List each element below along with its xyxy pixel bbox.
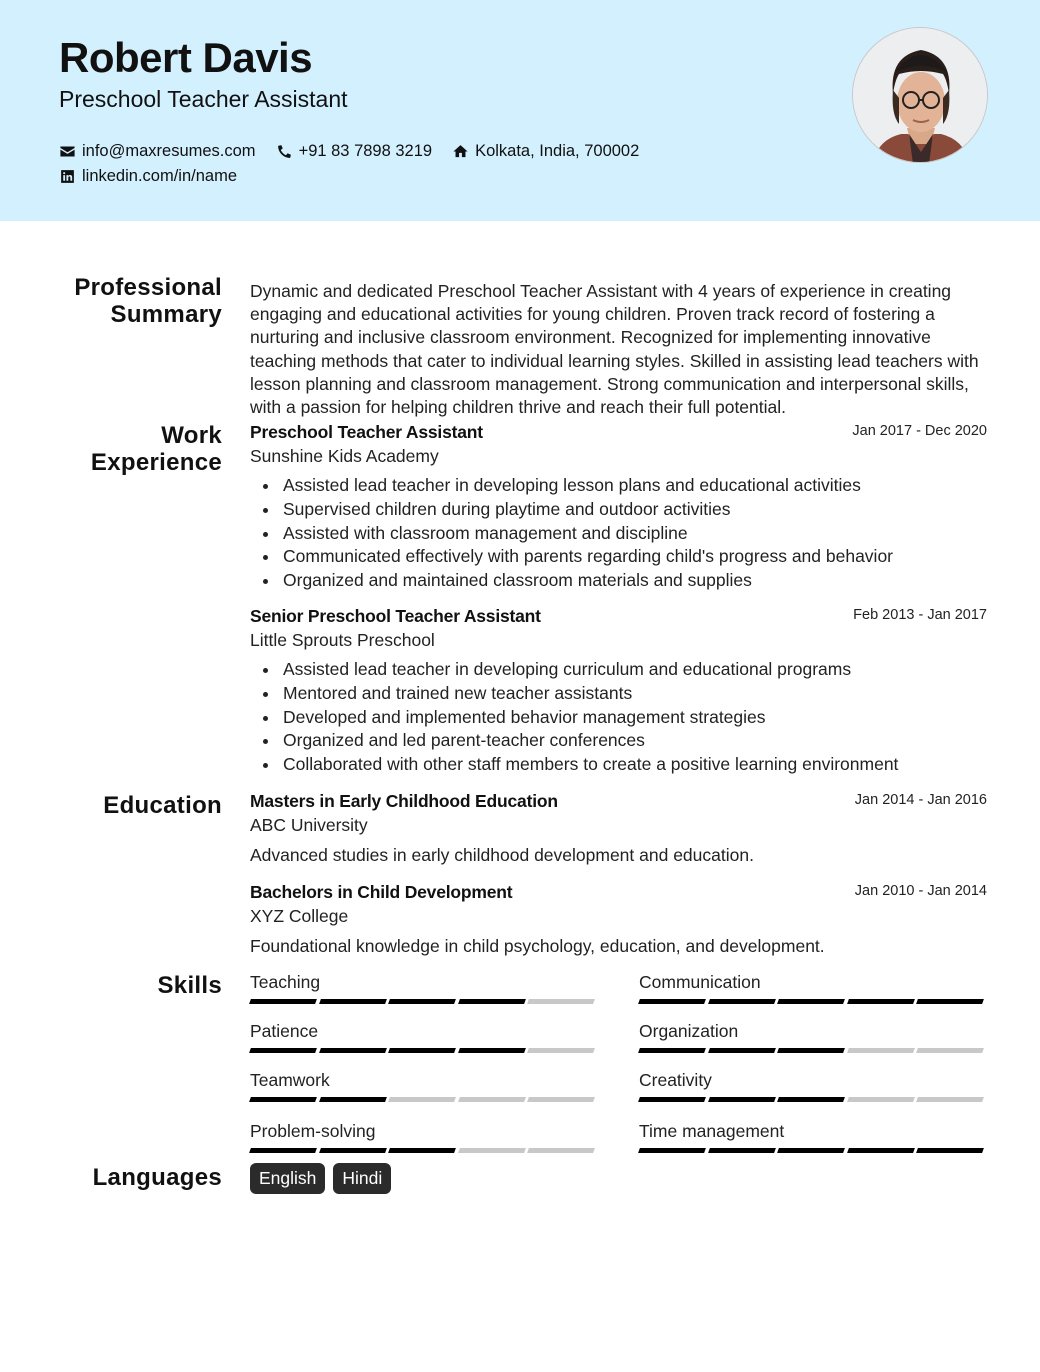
list-item: Supervised children during playtime and outdoor activities: [250, 498, 987, 522]
skill-name: Organization: [639, 1021, 739, 1041]
job-dates: Jan 2017 - Dec 2020: [852, 423, 987, 439]
education-dates: Jan 2010 - Jan 2014: [854, 883, 987, 899]
job-entry: [250, 422, 987, 593]
skill-segment-empty: [527, 1048, 594, 1053]
job-dates: Feb 2013 - Jan 2017: [853, 607, 987, 623]
skill-item: [639, 1021, 987, 1053]
phone-text: +91 83 7898 3219: [298, 141, 433, 160]
list-item: Assisted lead teacher in developing lesson plans and educational activities: [250, 474, 987, 498]
skill-name: Creativity: [639, 1070, 712, 1090]
skill-segment-empty: [388, 1097, 455, 1102]
skill-segment-filled: [638, 1097, 705, 1102]
education-dates: Jan 2014 - Jan 2016: [854, 792, 987, 808]
skill-name: Teaching: [250, 972, 321, 992]
list-item: Communicated effectively with parents regarding child's progress and behavior: [250, 545, 987, 569]
skill-segment-filled: [319, 1148, 386, 1153]
skill-segment-filled: [777, 1048, 844, 1053]
skill-segment-filled: [388, 1048, 455, 1053]
job-title: Senior Preschool Teacher Assistant: [250, 606, 541, 626]
list-item: Mentored and trained new teacher assistants: [250, 682, 987, 706]
job-organization: Sunshine Kids Academy: [250, 446, 439, 466]
skill-item: [250, 1070, 598, 1102]
home-icon: [452, 143, 469, 160]
skill-segment-filled: [847, 1148, 914, 1153]
education-description: Advanced studies in early childhood development and education.: [250, 845, 754, 865]
skill-segment-filled: [249, 1048, 316, 1053]
skill-segment-empty: [916, 1097, 983, 1102]
contact-info: [59, 139, 659, 189]
skill-segment-filled: [319, 1048, 386, 1053]
skill-segment-filled: [388, 1148, 455, 1153]
linkedin-text: linkedin.com/in/name: [82, 166, 237, 185]
skill-segment-filled: [458, 1048, 525, 1053]
skill-segment-filled: [708, 999, 775, 1004]
skill-segment-filled: [319, 999, 386, 1004]
education-entry: [250, 791, 987, 866]
skill-segment-filled: [249, 1097, 316, 1102]
skill-name: Teamwork: [250, 1070, 330, 1090]
phone-contact[interactable]: [276, 142, 433, 161]
skill-level-bar: [250, 1048, 598, 1053]
skill-segment-filled: [319, 1097, 386, 1102]
degree-title: Masters in Early Childhood Education: [250, 791, 558, 811]
envelope-icon: [59, 143, 76, 160]
section-title-education: Education: [103, 792, 222, 819]
skill-segment-filled: [249, 999, 316, 1004]
email-text: info@maxresumes.com: [82, 141, 256, 160]
skill-segment-filled: [777, 1097, 844, 1102]
skill-item: [250, 1121, 598, 1153]
job-bullets: [250, 474, 987, 593]
skill-segment-filled: [777, 999, 844, 1004]
section-title-summary-line2: Summary: [110, 301, 222, 328]
linkedin-contact[interactable]: [59, 167, 237, 186]
list-item: Assisted with classroom management and discipline: [250, 522, 987, 546]
school-name: XYZ College: [250, 906, 349, 926]
job-entry: [250, 606, 987, 777]
list-item: Assisted lead teacher in developing curriculum and educational programs: [250, 658, 987, 682]
skill-segment-empty: [458, 1148, 525, 1153]
language-badge: Hindi: [333, 1163, 391, 1194]
skill-item: [250, 972, 598, 1004]
location-text: Kolkata, India, 700002: [475, 141, 640, 160]
education-description: Foundational knowledge in child psychology, education, and development.: [250, 936, 825, 956]
skill-segment-filled: [708, 1097, 775, 1102]
skill-segment-filled: [638, 999, 705, 1004]
job-organization: Little Sprouts Preschool: [250, 630, 435, 650]
skill-level-bar: [250, 1097, 598, 1102]
school-name: ABC University: [250, 815, 368, 835]
list-item: Organized and led parent-teacher conferences: [250, 729, 987, 753]
skill-segment-empty: [847, 1048, 914, 1053]
skill-segment-empty: [527, 999, 594, 1004]
skill-level-bar: [639, 1148, 987, 1153]
language-badge: English: [250, 1163, 325, 1194]
job-title: Preschool Teacher Assistant: [250, 422, 483, 442]
resume-header: [0, 0, 1040, 221]
skill-segment-filled: [777, 1148, 844, 1153]
skill-segment-empty: [527, 1097, 594, 1102]
section-title-skills: Skills: [157, 972, 222, 999]
linkedin-icon: [59, 168, 76, 185]
skill-level-bar: [250, 999, 598, 1004]
list-item: Organized and maintained classroom materials and supplies: [250, 569, 987, 593]
skill-level-bar: [639, 999, 987, 1004]
skill-segment-filled: [388, 999, 455, 1004]
skill-level-bar: [250, 1148, 598, 1153]
degree-title: Bachelors in Child Development: [250, 882, 513, 902]
skill-name: Time management: [639, 1121, 785, 1141]
section-title-summary: [74, 274, 222, 328]
list-item: Developed and implemented behavior management strategies: [250, 706, 987, 730]
skill-level-bar: [639, 1097, 987, 1102]
email-contact[interactable]: [59, 142, 256, 161]
skill-item: [639, 1121, 987, 1153]
job-bullets: [250, 658, 987, 777]
skill-segment-filled: [458, 999, 525, 1004]
profile-photo: [852, 27, 988, 163]
skill-name: Patience: [250, 1021, 319, 1041]
language-list: [250, 1163, 987, 1194]
phone-icon: [276, 143, 293, 160]
skill-item: [639, 1070, 987, 1102]
candidate-title: Preschool Teacher Assistant: [59, 86, 348, 112]
skill-segment-filled: [638, 1148, 705, 1153]
education-entry: [250, 882, 987, 957]
skill-segment-filled: [708, 1048, 775, 1053]
section-title-work: [91, 422, 222, 476]
skill-segment-empty: [916, 1048, 983, 1053]
list-item: Collaborated with other staff members to create a positive learning environment: [250, 753, 987, 777]
skill-segment-filled: [708, 1148, 775, 1153]
skill-name: Communication: [639, 972, 761, 992]
skill-segment-empty: [847, 1097, 914, 1102]
skill-segment-filled: [847, 999, 914, 1004]
skill-segment-filled: [638, 1048, 705, 1053]
skill-level-bar: [639, 1048, 987, 1053]
section-title-work-line1: Work: [161, 422, 222, 449]
section-title-summary-line1: Professional: [74, 274, 222, 301]
profile-portrait-icon: [853, 28, 988, 163]
skill-segment-empty: [527, 1148, 594, 1153]
location-contact: [452, 142, 639, 161]
summary-text: Dynamic and dedicated Preschool Teacher Assistant with 4 years of experience in creating engaging and educational activities for young children. Proven track record of fostering a nurturing and inclusive classroom environment. Recognized for implementing innovative teaching methods that cater to individual learning styles. Skilled in assisting lead teachers with lesson planning and classroom management. Strong communication and interpersonal skills, with a passion for helping children thrive and reach their full potential.: [250, 281, 979, 418]
skill-name: Problem-solving: [250, 1121, 376, 1141]
skill-segment-filled: [916, 1148, 983, 1153]
skill-item: [639, 972, 987, 1004]
skill-segment-empty: [458, 1097, 525, 1102]
skill-segment-filled: [916, 999, 983, 1004]
candidate-name: Robert Davis: [59, 34, 313, 81]
skill-segment-filled: [249, 1148, 316, 1153]
section-title-work-line2: Experience: [90, 449, 222, 476]
skill-item: [250, 1021, 598, 1053]
section-title-languages: Languages: [92, 1164, 222, 1191]
